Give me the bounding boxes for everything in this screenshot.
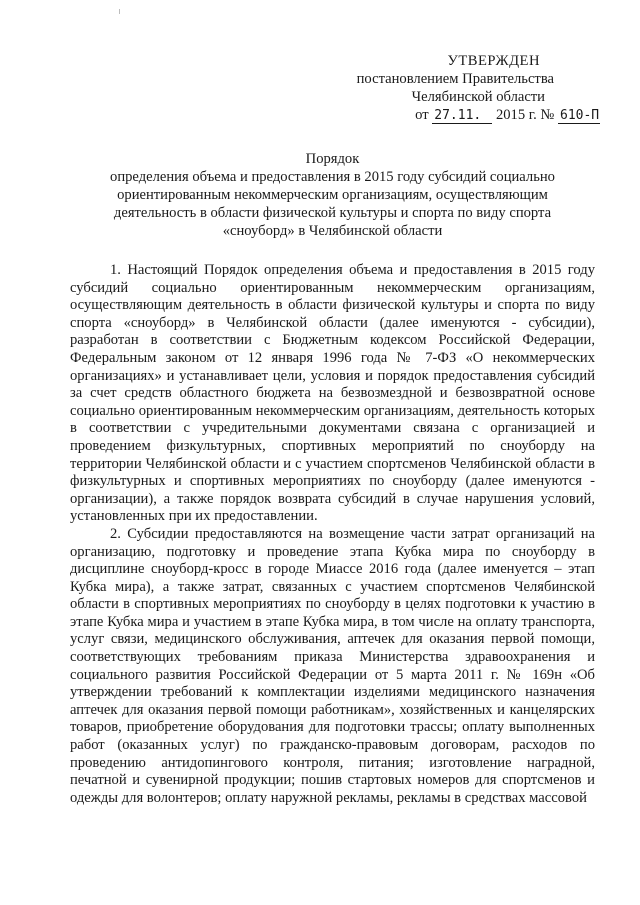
title-line: ориентированным некоммерческим организациям, осуществляющим [117, 187, 548, 203]
title-line: определения объема и предоставления в 2015 году субсидий социально [110, 169, 555, 185]
title-line: «сноуборд» в Челябинской области [222, 223, 443, 239]
approval-date-line [330, 106, 600, 124]
paragraph-1: 1. Настоящий Порядок определения объема и предоставления в 2015 году субсидий социально ориентированным некоммерческим организациям, осуществляющим деятельность в области физической культуры и спорта по виду спорта «сноуборд» в Челябинской области (далее именуются - субсидии), разработан в соответствии с Бюджетным кодексом Российской Федерации, Федеральным законом от 12 января 1996 года № 7-ФЗ «О некоммерческих организациях» и устанавливает цели, условия и порядок предоставления субсидий за счет средств областного бюджета на безвозмездной и безвозвратной основе социально ориентированным некоммерческим организациям, деятельность которых в соответствии с учредительными документами связана с организацией и проведением физкультурных, спортивных мероприятий по сноуборду на территории Челябинской области и с участием спортсменов Челябинской области в физкультурных и спортивных мероприятиях по сноуборду (далее именуются - организации), а также порядок возврата субсидий в случае нарушения условий, установленных при их предоставлении. [70, 262, 595, 525]
approved-heading: УТВЕРЖДЕН [447, 53, 540, 69]
approval-block [330, 52, 600, 124]
scan-mark [119, 9, 120, 14]
year-number-label: 2015 г. № [495, 107, 555, 123]
approval-region-line: Челябинской области [411, 89, 545, 105]
title-heading: Порядок [305, 151, 360, 167]
approval-resolution-line: постановлением Правительства [356, 71, 554, 87]
document-body [70, 262, 595, 807]
title-line: деятельность в области физической культуры и спорта по виду спорта [113, 205, 552, 221]
date-prefix: от [415, 107, 429, 123]
handwritten-number: 610-П [560, 108, 600, 123]
document-title [70, 150, 595, 240]
paragraph-2: 2. Субсидии предоставляются на возмещение части затрат организаций на организацию, подготовку и проведение этапа Кубка мира по сноуборду в дисциплине сноуборд-кросс в городе Миассе 2016 года (далее именуется – этап Кубка мира), а также затрат, связанных с участием спортсменов Челябинской области в спортивных мероприятиях по сноуборду в целях подготовки к участию в этапе Кубка мира и участием в этапе Кубка мира, в том числе на оплату транспорта, услуг связи, медицинского обслуживания, аптечек для оказания первой помощи, соответствующих требованиям приказа Министерства здравоохранения и социального развития Российской Федерации от 5 марта 2011 г. № 169н «Об утверждении требований к комплектации изделиями медицинского назначения аптечек для оказания первой помощи работникам», хозяйственных и канцелярских товаров, приобретение оборудования для подготовки трассы; оплату выполненных работ (оказанных услуг) по гражданско-правовым договорам, расходов по проведению антидопингового контроля, питания; изготовление наградной, печатной и сувенирной продукции; пошив стартовых номеров для спортсменов и одежды для волонтеров; оплату наружной рекламы, рекламы в средствах массовой [70, 525, 595, 806]
handwritten-date: 27.11. [432, 109, 492, 124]
